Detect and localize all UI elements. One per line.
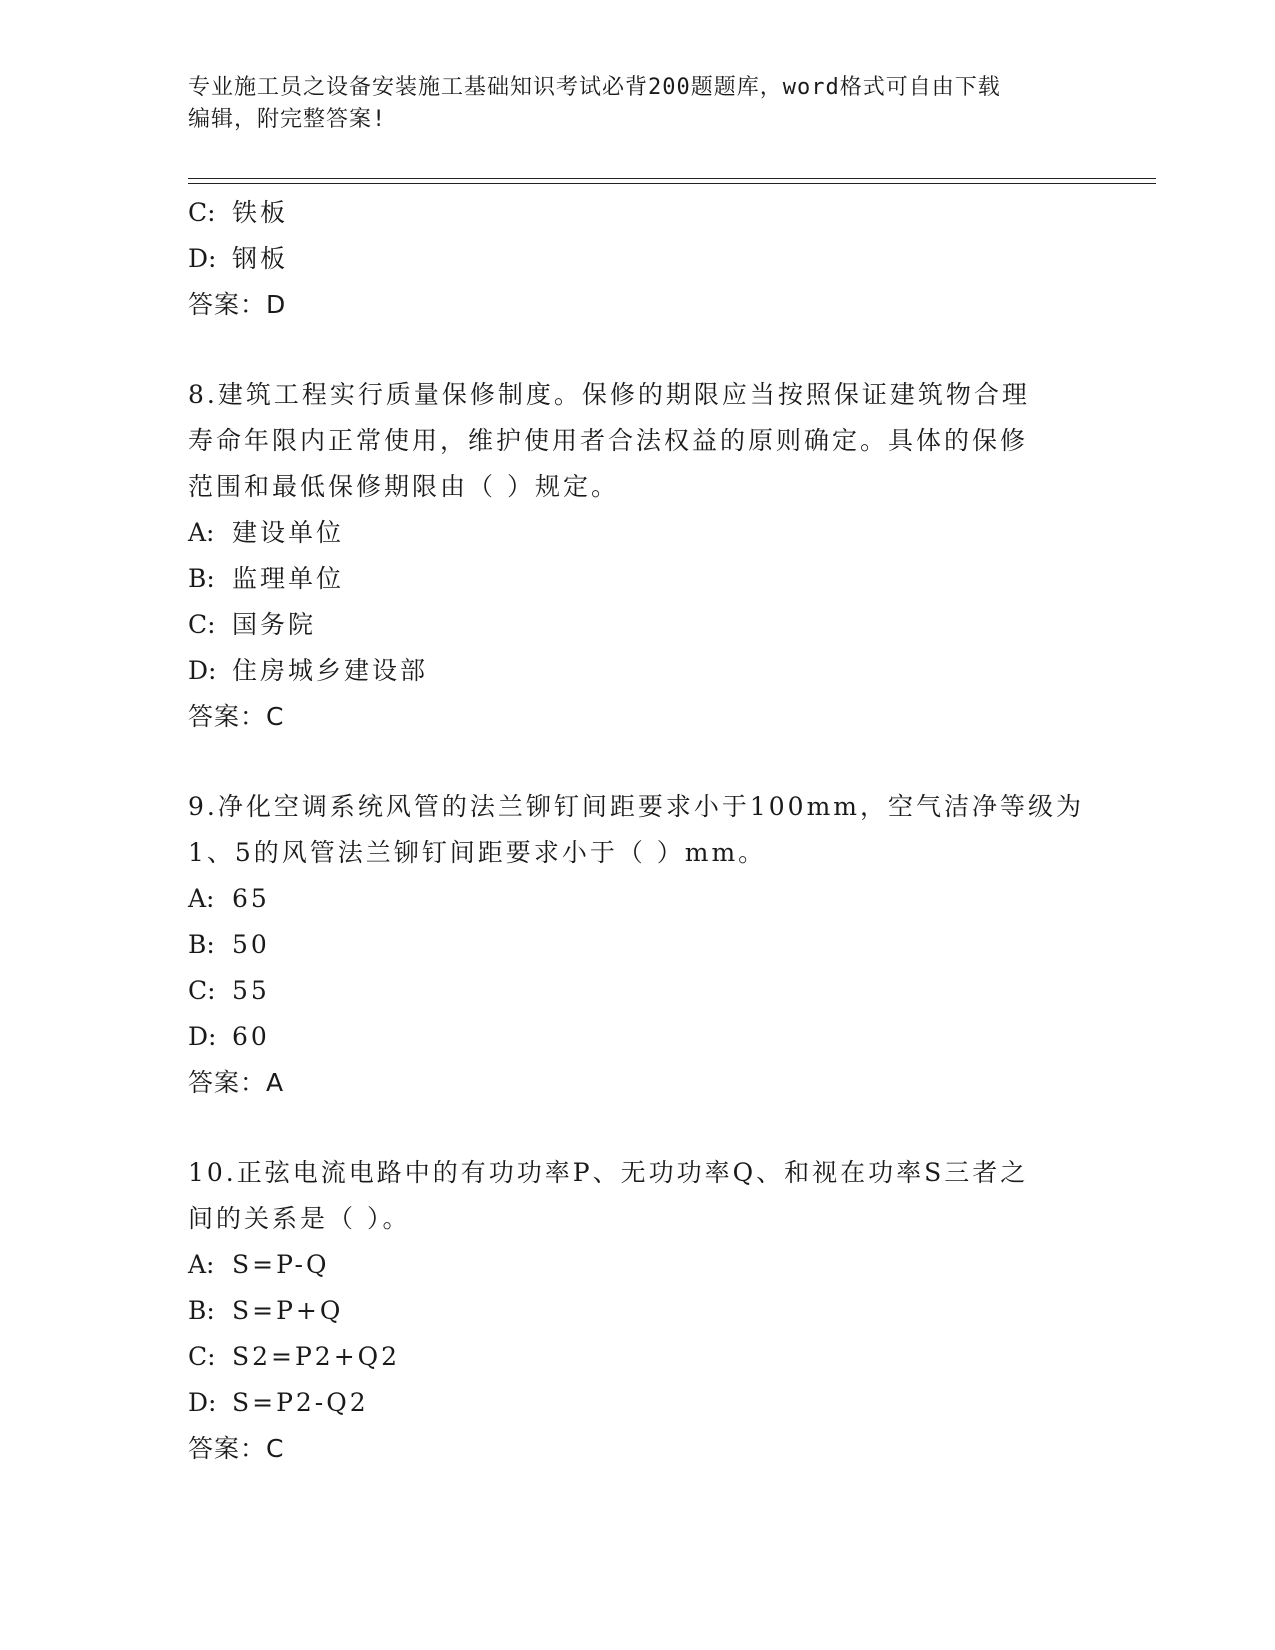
option-text: 50	[232, 930, 270, 959]
option-label: A:	[188, 518, 215, 547]
option-text: 建设单位	[232, 518, 345, 547]
option-label: D:	[188, 1022, 217, 1051]
option-label: C:	[188, 198, 216, 227]
header-divider-top	[188, 178, 1156, 179]
option-a	[188, 510, 1088, 556]
option-label: D:	[188, 244, 217, 273]
question-text-line: 1、5的风管法兰铆钉间距要求小于（ ）mm。	[188, 838, 767, 867]
option-label: D:	[188, 1388, 217, 1417]
option-d	[188, 236, 1088, 282]
option-label: D:	[188, 656, 217, 685]
answer-line: 答案：C	[188, 1434, 285, 1463]
answer-line: 答案：C	[188, 702, 285, 731]
option-label: B:	[188, 1296, 215, 1325]
question-text-line: 10.正弦电流电路中的有功功率P、无功功率Q、和视在功率S三者之	[188, 1158, 1029, 1187]
spacer	[188, 740, 1088, 784]
header-divider-bottom	[188, 183, 1156, 184]
question-10	[188, 1150, 1088, 1472]
option-text: 钢板	[232, 244, 289, 273]
option-a	[188, 876, 1088, 922]
header-line-2: 编辑，附完整答案!	[188, 107, 387, 132]
question-list	[188, 190, 1088, 1472]
answer-line: 答案：A	[188, 1068, 285, 1097]
option-label: A:	[188, 1250, 215, 1279]
option-text: S=P-Q	[232, 1250, 330, 1279]
option-label: C:	[188, 610, 216, 639]
option-text: S=P2-Q2	[232, 1388, 369, 1417]
option-c	[188, 1334, 1088, 1380]
question-text-line: 9.净化空调系统风管的法兰铆钉间距要求小于100mm，空气洁净等级为	[188, 792, 1084, 821]
question-text-line: 8.建筑工程实行质量保修制度。保修的期限应当按照保证建筑物合理	[188, 380, 1030, 409]
option-d	[188, 1380, 1088, 1426]
question-text-line: 间的关系是（ ）。	[188, 1204, 411, 1233]
partial-question	[188, 190, 1088, 328]
option-a	[188, 1242, 1088, 1288]
option-label: C:	[188, 976, 216, 1005]
option-label: A:	[188, 884, 215, 913]
document-header	[188, 72, 1088, 136]
option-text: 60	[232, 1022, 270, 1051]
question-8	[188, 372, 1088, 740]
option-b	[188, 922, 1088, 968]
option-c	[188, 968, 1088, 1014]
question-text-line: 寿命年限内正常使用，维护使用者合法权益的原则确定。具体的保修	[188, 426, 1029, 455]
option-text: 65	[232, 884, 270, 913]
question-text-line: 范围和最低保修期限由（ ）规定。	[188, 472, 619, 501]
option-text: 住房城乡建设部	[232, 656, 429, 685]
option-text: 国务院	[232, 610, 317, 639]
option-text: S=P+Q	[232, 1296, 344, 1325]
spacer	[188, 1106, 1088, 1150]
option-label: B:	[188, 930, 215, 959]
spacer	[188, 328, 1088, 372]
option-text: S2=P2+Q2	[232, 1342, 401, 1371]
question-9	[188, 784, 1088, 1106]
option-label: B:	[188, 564, 215, 593]
option-b	[188, 556, 1088, 602]
option-label: C:	[188, 1342, 216, 1371]
answer-line: 答案：D	[188, 290, 287, 319]
option-c	[188, 190, 1088, 236]
option-d	[188, 648, 1088, 694]
option-text: 铁板	[232, 198, 289, 227]
header-line-1: 专业施工员之设备安装施工基础知识考试必背200题题库，word格式可自由下载	[188, 75, 1001, 100]
option-text: 55	[232, 976, 270, 1005]
option-text: 监理单位	[232, 564, 345, 593]
option-b	[188, 1288, 1088, 1334]
option-d	[188, 1014, 1088, 1060]
option-c	[188, 602, 1088, 648]
